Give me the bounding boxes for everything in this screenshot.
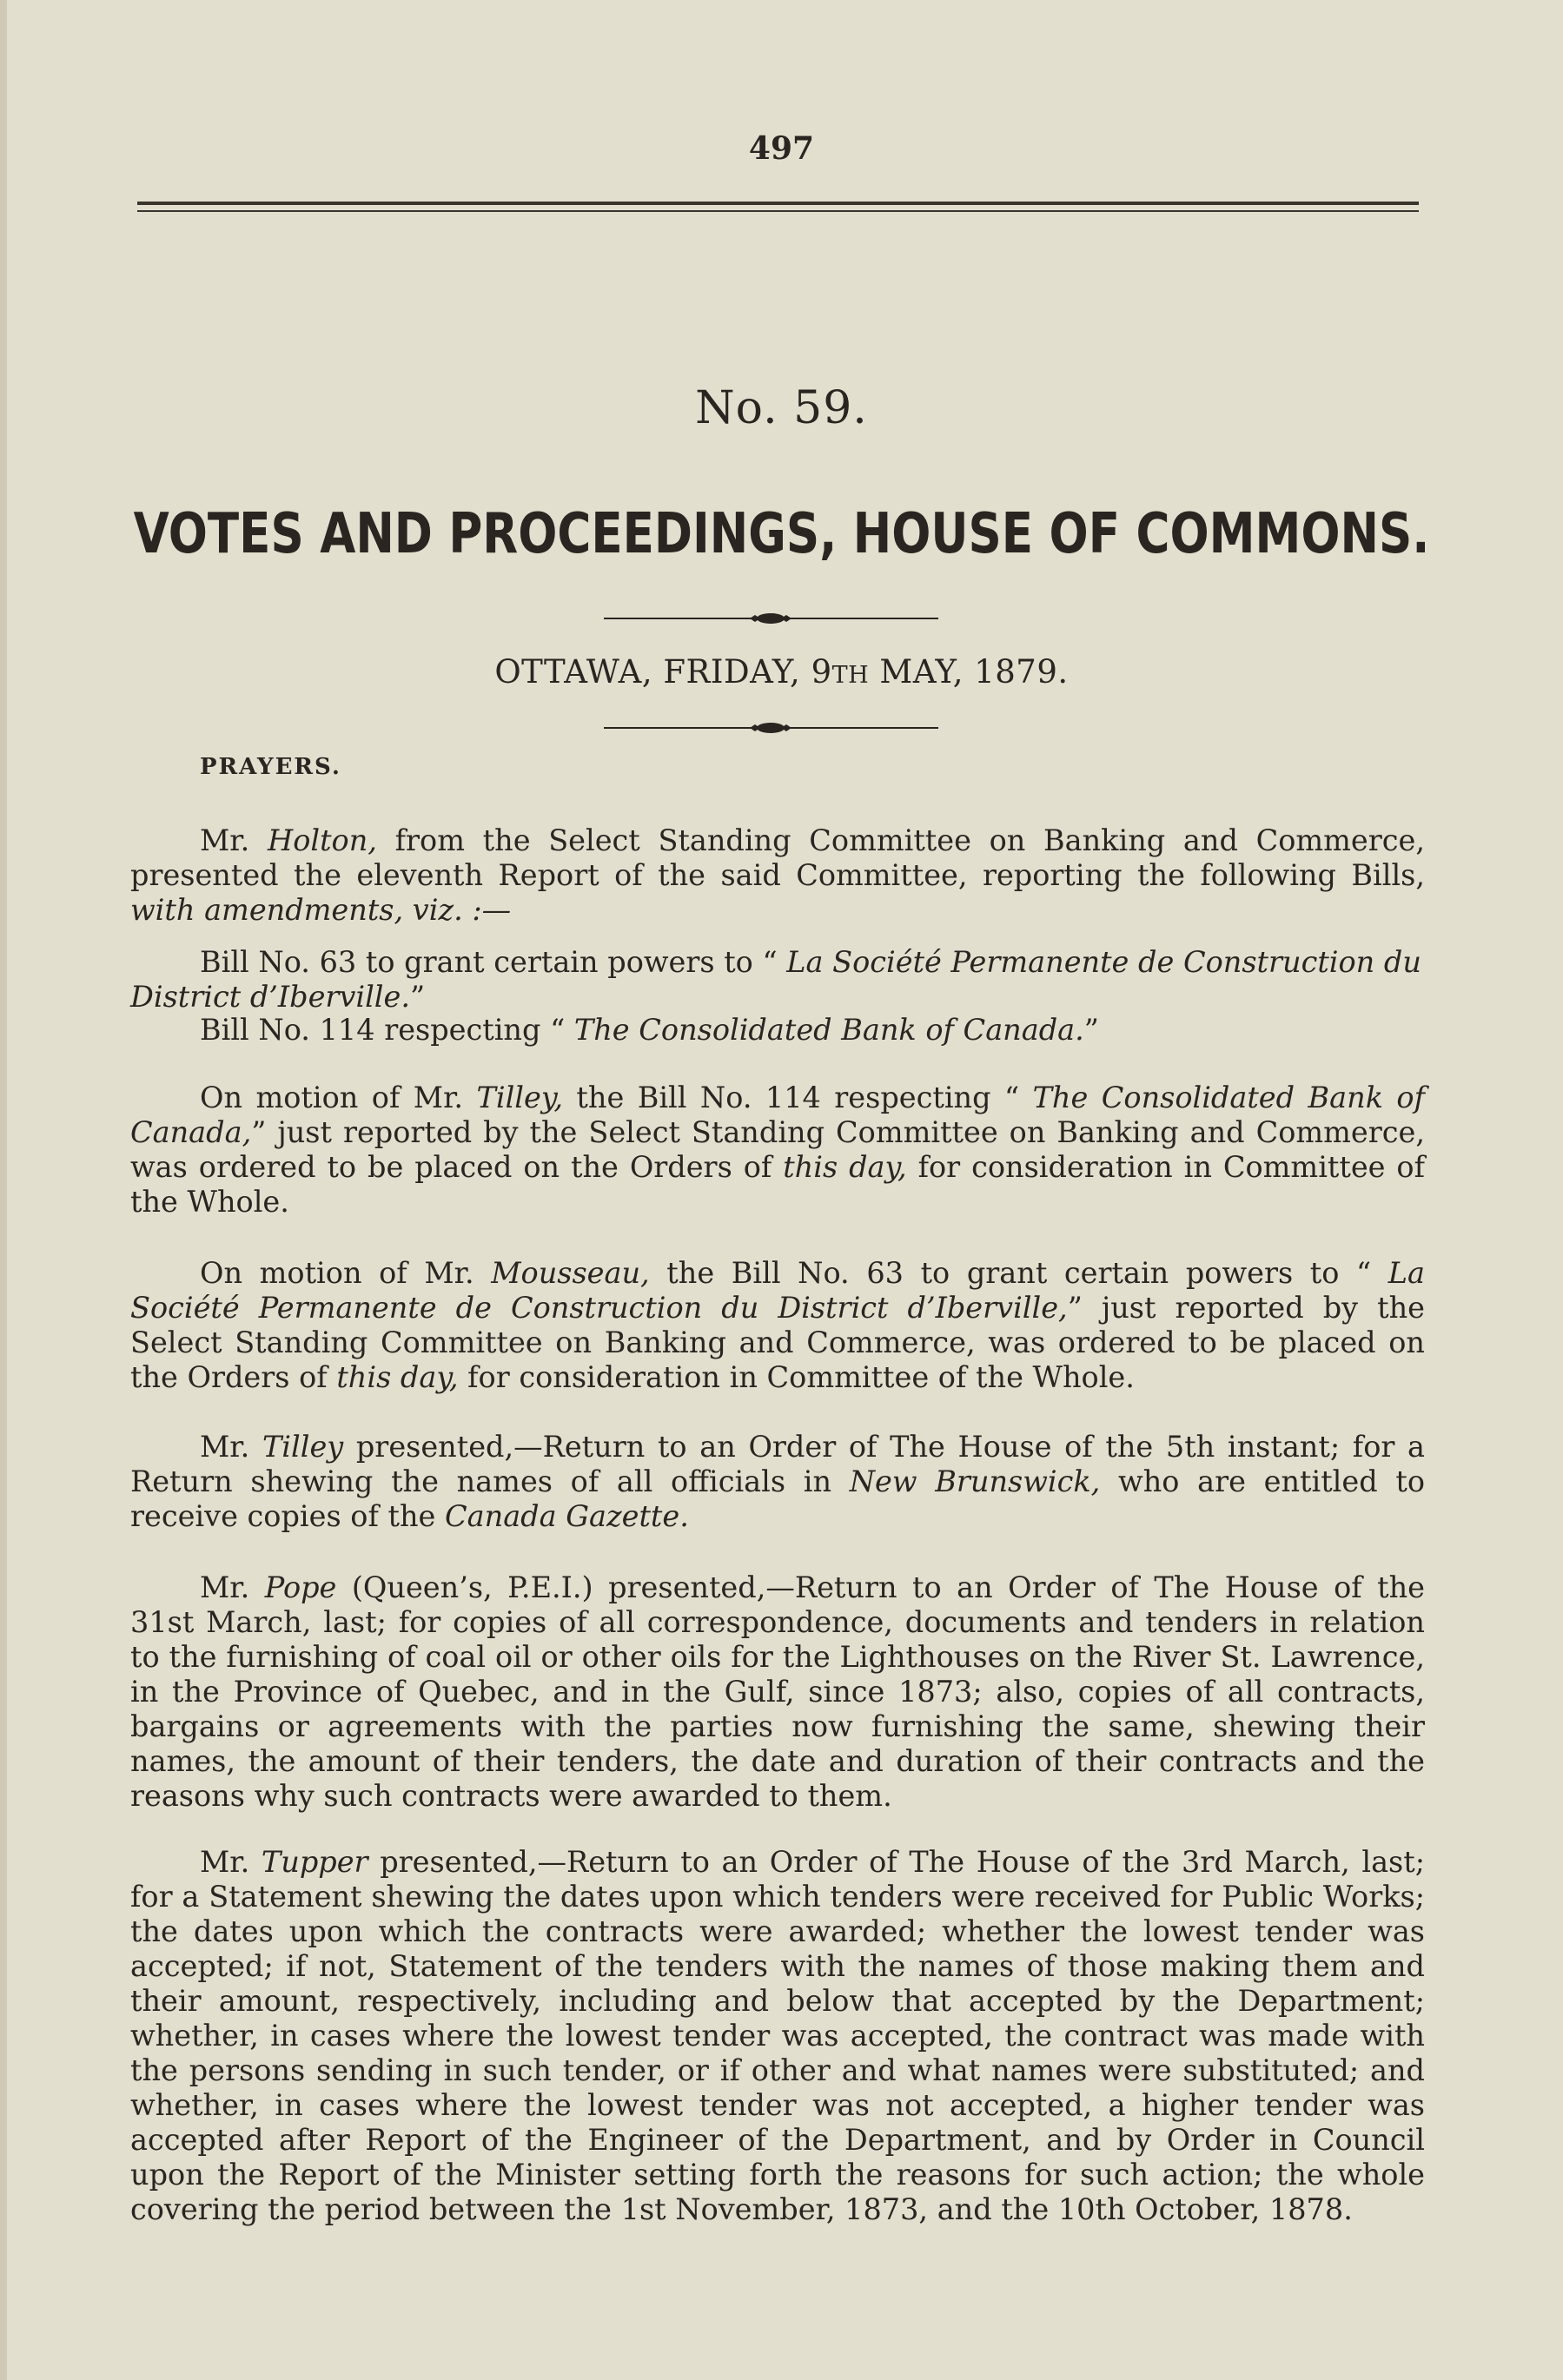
p4-b: presented,—Return to an Order of The House of the 5th instant; for a Return shewing the names of all officials in xyxy=(130,1430,1426,1498)
p3-b: the Bill No. 63 to grant certain powers to “ xyxy=(649,1256,1388,1290)
p4-d: who are entitled to receive copies of the xyxy=(130,1464,1425,1533)
p2-d: ” just reported by the Select Standing Committee on Banking and Commerce, was ordered to be placed on the Orders of xyxy=(130,1115,1425,1184)
bill-63-line xyxy=(130,945,1425,1015)
p2-f: for consideration in Committee of the Whole. xyxy=(130,1150,1425,1219)
issue-number: No. 59. xyxy=(695,382,868,434)
p6-b: presented,—Return to an Order of The House of the 3rd March, last; for a Statement shewing the dates upon which tenders were received for Public Works; the dates upon which the contracts were awarded; whether the lowest tender was accepted; if not, Statement of the tenders with the names of those making them and their amount, respectively, including and below that accepted by the Department; whether, in cases where the lowest tender was accepted, the contract was made with the persons sending in such tender, or if other and what names were substituted; and whether, in cases where the lowest tender was not accepted, a higher tender was accepted after Report of the Engineer of the Department, and by Order in Council upon the Report of the Minister setting forth the reasons for such action; the whole covering the period between the 1st November, 1873, and the 10th October, 1878. xyxy=(130,1845,1425,2226)
p5-b: (Queen’s, P.E.I.) presented,—Return to an Order of The House of the 31st March, last; for copies of all correspondence, documents and tenders in relation to the furnishing of coal oil or other oils for the Lighthouses on the River St. Lawrence, in the Province of Quebec, and in the Gulf, since 1873; also, copies of all contracts, bargains or agreements with the parties now furnishing the same, shewing their names, the amount of their tenders, the date and duration of their contracts and the reasons why such contracts were awarded to them. xyxy=(130,1570,1425,1813)
ornament-divider-top xyxy=(604,608,938,629)
dateline-ordinal: TH xyxy=(831,662,870,689)
p4-e: Canada Gazette. xyxy=(445,1499,689,1533)
header-rule-thin xyxy=(137,210,1419,212)
p4-name: Tilley xyxy=(262,1430,344,1464)
p2-a: On motion of Mr. xyxy=(200,1081,477,1114)
p2-c: The Consolidated Bank of Canada, xyxy=(130,1081,1426,1149)
p1-b: from the Select Standing Committee on Banking and Commerce, presented the eleventh Report of the said Committee, reporting the following Bills, xyxy=(130,823,1425,892)
p4-a: Mr. xyxy=(200,1430,262,1464)
bill-114-line xyxy=(130,1013,1425,1048)
dateline-suffix: MAY, 1879. xyxy=(869,653,1069,691)
p5-a: Mr. xyxy=(200,1570,265,1604)
bill2-b: The Consolidated Bank of Canada. xyxy=(573,1013,1084,1047)
p3-f: for consideration in Committee of the Whole. xyxy=(458,1360,1135,1394)
paragraph-pope-return xyxy=(130,1570,1425,1814)
p4-c: New Brunswick, xyxy=(849,1464,1101,1498)
p1-name: Holton, xyxy=(267,823,377,857)
p5-name: Pope xyxy=(264,1570,337,1604)
dateline-prefix: OTTAWA, FRIDAY, xyxy=(494,653,811,691)
bill1-c: ” xyxy=(409,980,426,1014)
p3-name: Mousseau, xyxy=(491,1256,650,1290)
header-rule-thick xyxy=(137,202,1419,205)
p3-d: ” just reported by the Select Standing Committee on Banking and Commerce, was ordered to be placed on the Orders of xyxy=(130,1291,1425,1394)
paragraph-tilley-return xyxy=(130,1430,1425,1534)
prayers-heading: PRAYERS. xyxy=(200,754,341,780)
bill1-b: La Société Permanente de Construction du District d’Iberville. xyxy=(130,945,1421,1014)
ornament-divider-bottom xyxy=(604,717,938,738)
dateline-day: 9 xyxy=(811,653,832,691)
p3-e: this day, xyxy=(336,1360,459,1394)
p6-name: Tupper xyxy=(261,1845,368,1879)
page-number: 497 xyxy=(748,130,815,167)
p1-a: Mr. xyxy=(200,823,268,857)
paragraph-tilley-motion xyxy=(130,1081,1425,1220)
bill2-c: ” xyxy=(1083,1013,1099,1047)
bill1-a: Bill No. 63 to grant certain powers to “ xyxy=(200,945,787,979)
bill2-a: Bill No. 114 respecting “ xyxy=(200,1013,574,1047)
p6-a: Mr. xyxy=(200,1845,262,1879)
p1-c: with amendments, viz. :— xyxy=(130,893,512,927)
paragraph-holton-report xyxy=(130,823,1425,928)
paragraph-tupper-return xyxy=(130,1845,1425,2227)
p3-a: On motion of Mr. xyxy=(200,1256,492,1290)
p2-e: this day, xyxy=(783,1150,907,1184)
page-edge xyxy=(0,0,7,2380)
p2-b: the Bill No. 114 respecting “ xyxy=(562,1081,1033,1114)
p2-name: Tilley, xyxy=(476,1081,563,1114)
main-title: VOTES AND PROCEEDINGS, HOUSE OF COMMONS. xyxy=(133,502,1430,566)
p3-c: La Société Permanente de Construction du District d’Iberville, xyxy=(130,1256,1426,1325)
paragraph-mousseau-motion xyxy=(130,1256,1425,1395)
dateline xyxy=(0,653,1563,691)
